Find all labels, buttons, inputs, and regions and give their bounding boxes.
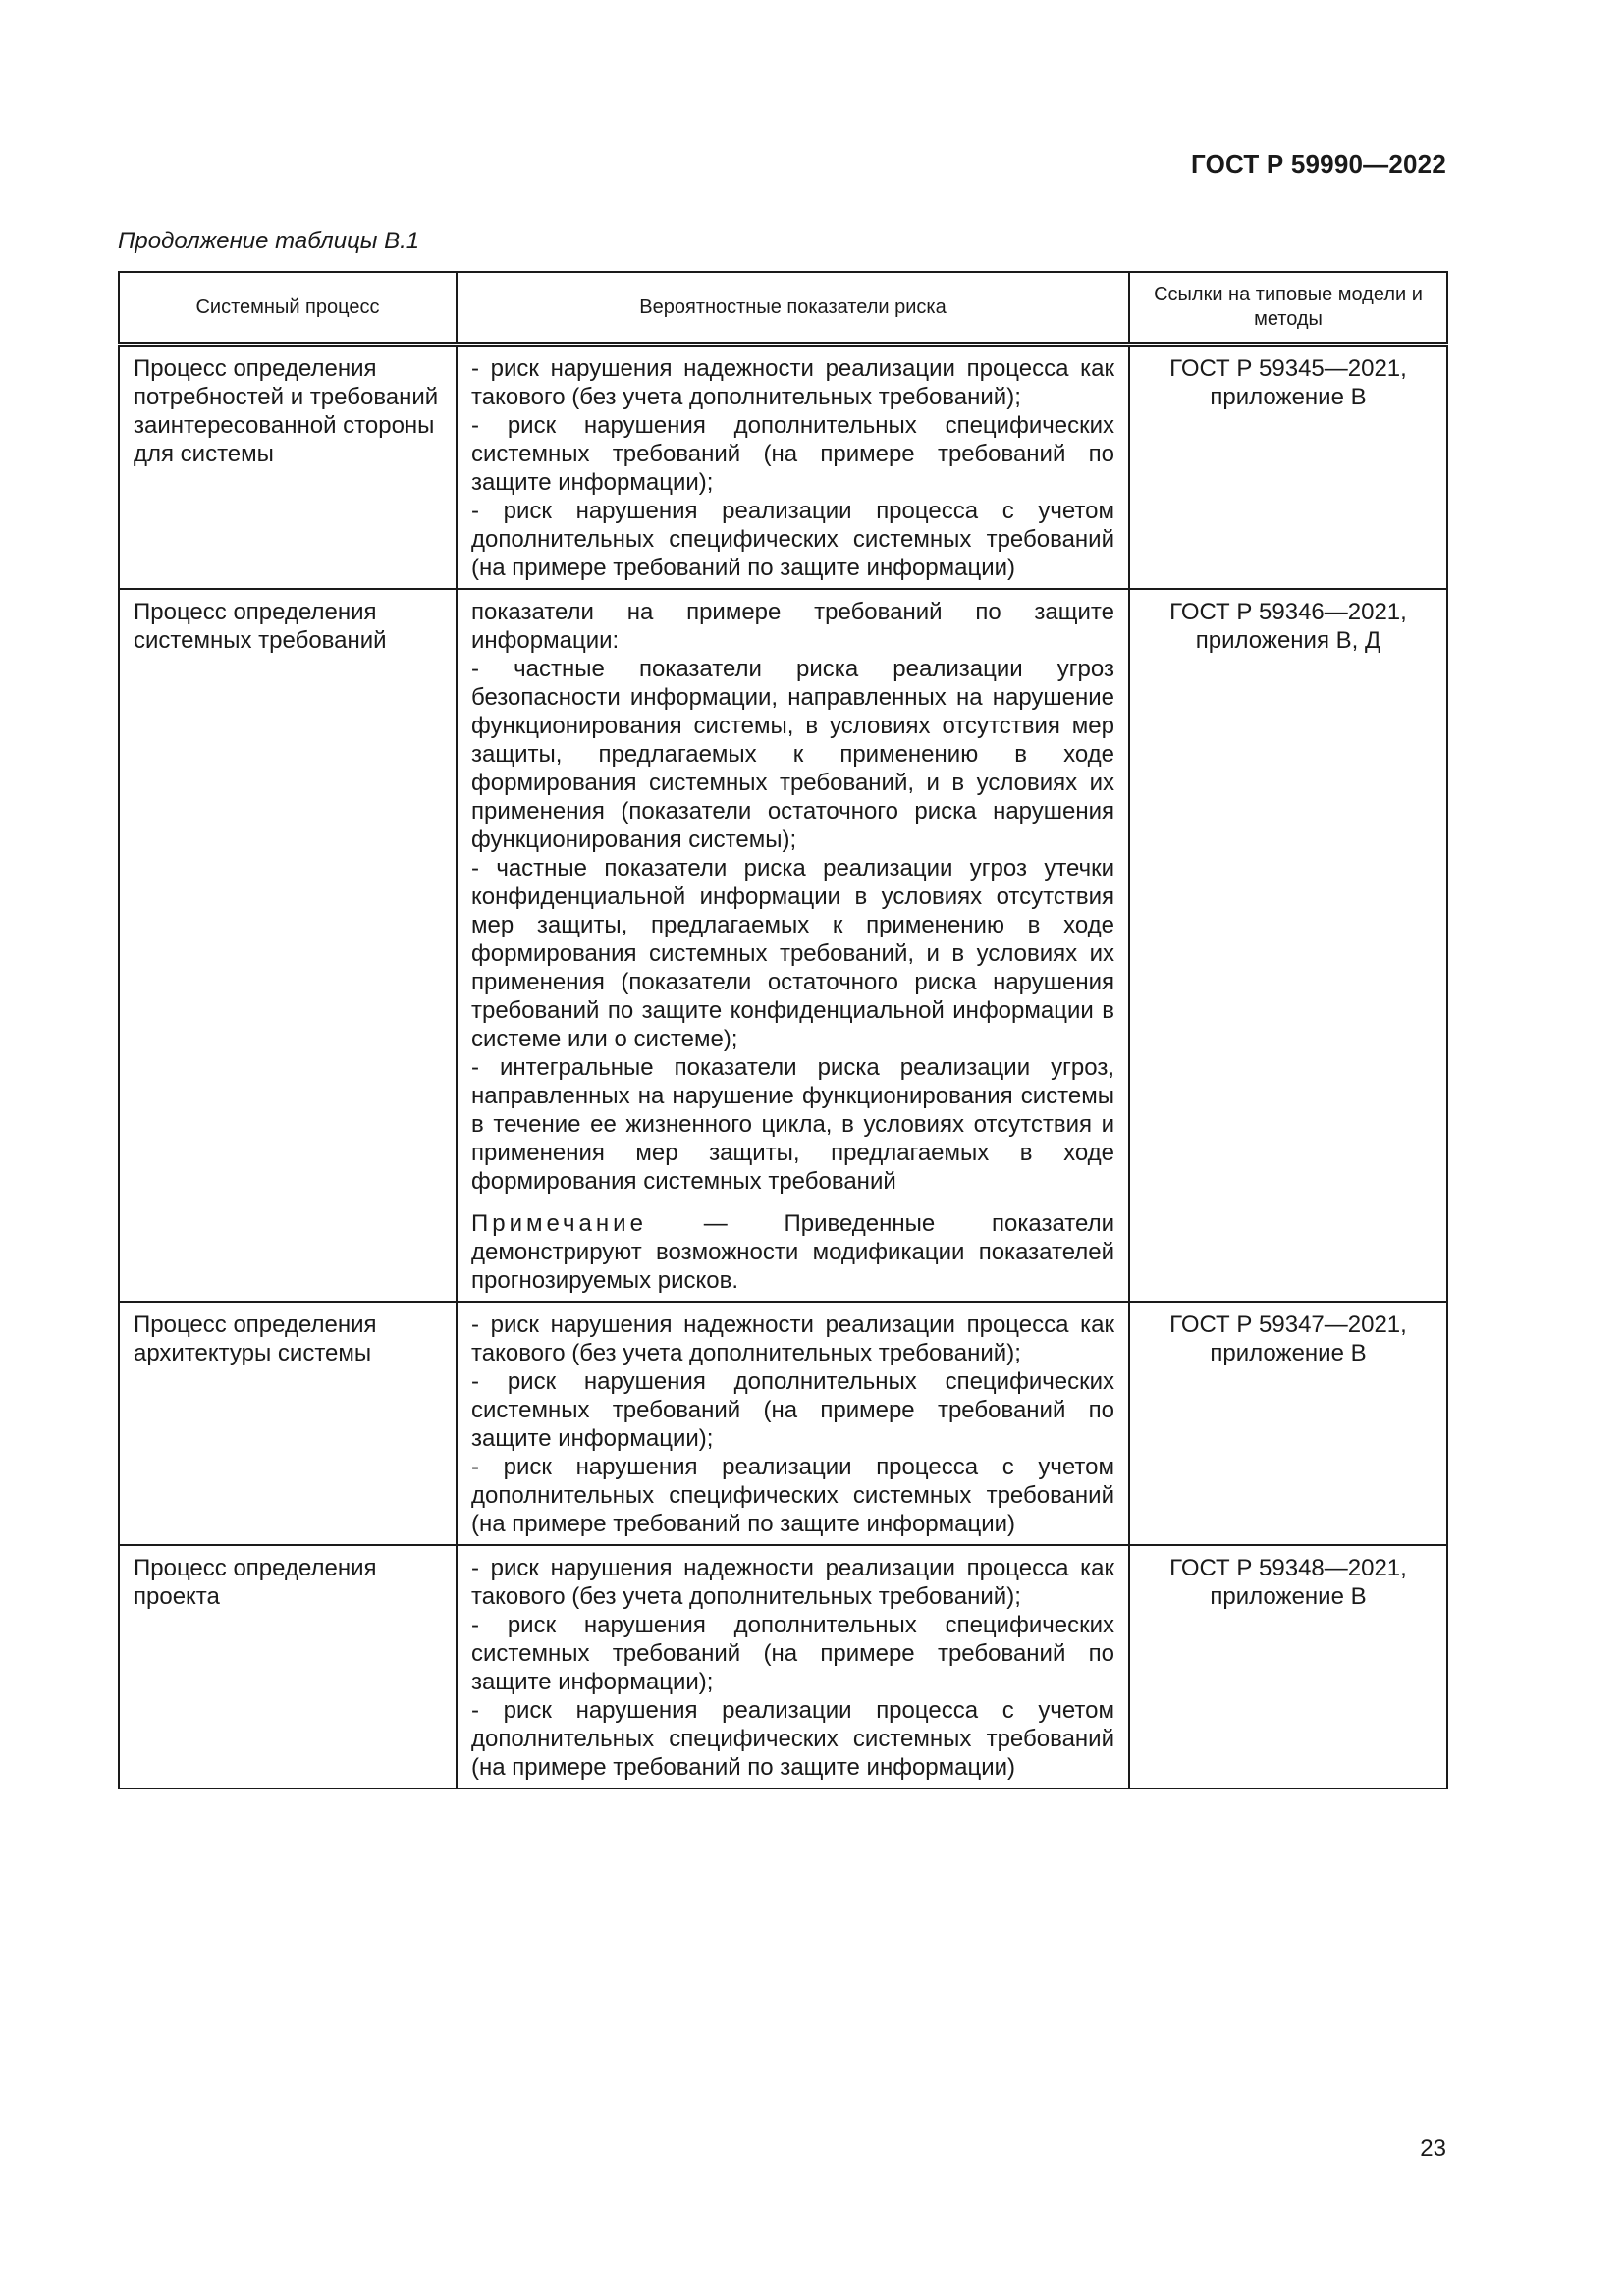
indicator-item: - частные показатели риска реализации угроз утечки конфиденциальной информации в условиях отсутствия мер защиты, предлагаемых к применению в ходе формирования системных требований, и в условиях их применения (показатели остаточного риска нарушения требований по защите конфиденциальной информации в системе или о системе); bbox=[471, 855, 1114, 1052]
page-number: 23 bbox=[1420, 2135, 1446, 2162]
indicator-item: - риск нарушения реализации процесса с учетом дополнительных специфических системных требований (на примере требований по защите информации) bbox=[471, 498, 1114, 581]
reference-cell: ГОСТ Р 59346—2021, приложения В, Д bbox=[1129, 589, 1447, 1302]
reference-cell: ГОСТ Р 59347—2021, приложение В bbox=[1129, 1302, 1447, 1545]
process-cell: Процесс определения архитектуры системы bbox=[119, 1302, 457, 1545]
note-label: Примечание bbox=[471, 1210, 647, 1237]
indicator-item: - риск нарушения дополнительных специфических системных требований (на примере требований по защите информации); bbox=[471, 1612, 1114, 1695]
risk-indicators-table bbox=[118, 271, 1448, 1789]
indicators-cell bbox=[457, 1545, 1129, 1789]
process-cell: Процесс определения потребностей и требований заинтересованной стороны для системы bbox=[119, 345, 457, 590]
table-note bbox=[471, 1209, 1114, 1295]
indicator-item: - риск нарушения реализации процесса с учетом дополнительных специфических системных требований (на примере требований по защите информации) bbox=[471, 1454, 1114, 1537]
note-text: — Приведенные показатели демонстрируют возможности модификации показателей прогнозируемых рисков. bbox=[471, 1210, 1114, 1294]
reference-cell: ГОСТ Р 59348—2021, приложение В bbox=[1129, 1545, 1447, 1789]
indicator-item: - риск нарушения дополнительных специфических системных требований (на примере требований по защите информации); bbox=[471, 1368, 1114, 1452]
indicator-item: показатели на примере требований по защите информации: bbox=[471, 599, 1114, 654]
table-caption: Продолжение таблицы В.1 bbox=[118, 228, 420, 254]
column-header-indicators: Вероятностные показатели риска bbox=[457, 272, 1129, 345]
table-row bbox=[119, 589, 1447, 1302]
table-header-row bbox=[119, 272, 1447, 345]
process-cell: Процесс определения системных требований bbox=[119, 589, 457, 1302]
indicators-cell bbox=[457, 1302, 1129, 1545]
indicators-cell bbox=[457, 345, 1129, 590]
document-id: ГОСТ Р 59990—2022 bbox=[1191, 149, 1446, 179]
column-header-references: Ссылки на типовые модели и методы bbox=[1129, 272, 1447, 345]
indicator-item: - риск нарушения реализации процесса с учетом дополнительных специфических системных требований (на примере требований по защите информации) bbox=[471, 1697, 1114, 1781]
column-header-process: Системный процесс bbox=[119, 272, 457, 345]
indicator-item: - риск нарушения надежности реализации процесса как такового (без учета дополнительных требований); bbox=[471, 1555, 1114, 1610]
indicator-item: - риск нарушения надежности реализации процесса как такового (без учета дополнительных требований); bbox=[471, 1311, 1114, 1366]
indicator-item: - интегральные показатели риска реализации угроз, направленных на нарушение функционирования системы в течение ее жизненного цикла, в условиях отсутствия и применения мер защиты, предлагаемых в ходе формирования системных требований bbox=[471, 1054, 1114, 1195]
table-row bbox=[119, 1545, 1447, 1789]
reference-cell: ГОСТ Р 59345—2021, приложение В bbox=[1129, 345, 1447, 590]
indicator-item: - риск нарушения надежности реализации процесса как такового (без учета дополнительных требований); bbox=[471, 355, 1114, 410]
table-row bbox=[119, 1302, 1447, 1545]
indicators-cell bbox=[457, 589, 1129, 1302]
indicator-item: - риск нарушения дополнительных специфических системных требований (на примере требований по защите информации); bbox=[471, 412, 1114, 496]
table-row bbox=[119, 345, 1447, 590]
indicator-item: - частные показатели риска реализации угроз безопасности информации, направленных на нарушение функционирования системы, в условиях отсутствия мер защиты, предлагаемых к применению в ходе формирования системных требований, и в условиях их применения (показатели остаточного риска нарушения функционирования системы); bbox=[471, 656, 1114, 853]
process-cell: Процесс определения проекта bbox=[119, 1545, 457, 1789]
